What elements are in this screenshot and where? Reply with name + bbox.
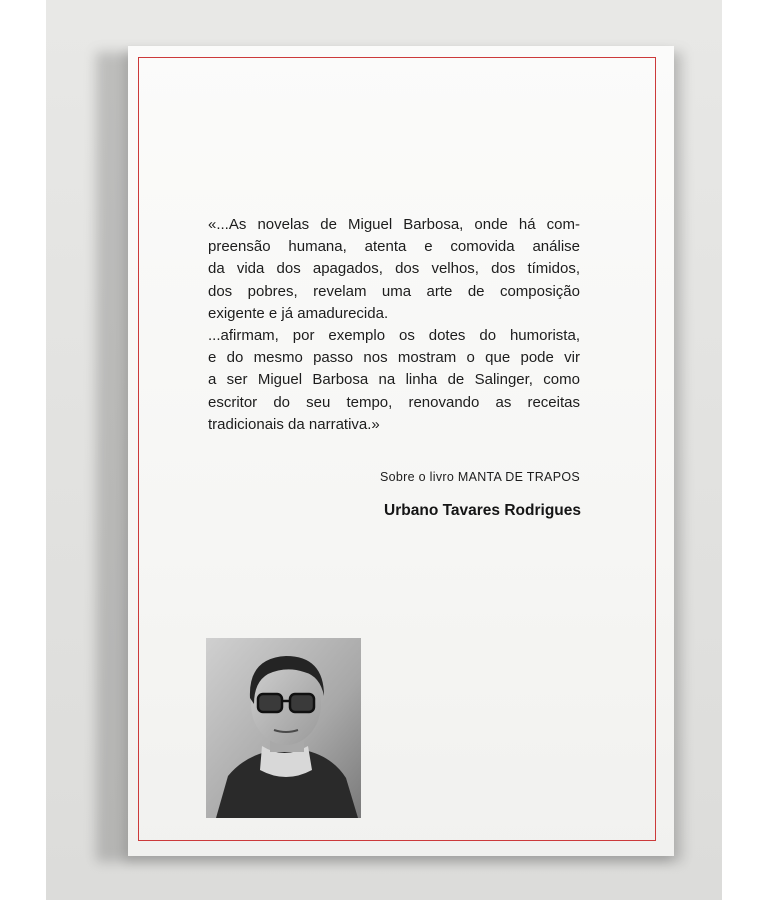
quote-author: Urbano Tavares Rodrigues [384,502,581,519]
quote-line: «...As novelas de Miguel Barbosa, onde há com- [208,216,580,233]
quote-line: dos pobres, revelam uma arte de composição [208,282,580,300]
quote-line: da vida dos apagados, dos velhos, dos tímidos, [208,260,580,278]
quote-line: escritor do seu tempo, renovando as receitas [208,393,580,411]
quote-line: tradicionais da narrativa.» [208,415,380,433]
quote-line: a ser Miguel Barbosa na linha de Salinger, como [208,371,580,389]
portrait-illustration [206,638,361,818]
quote-source: Sobre o livro MANTA DE TRAPOS [380,470,580,484]
quote-line: e do mesmo passo nos mostram o que pode vir [208,349,580,367]
book-back-cover [128,46,674,856]
quote-line: exigente e já amadurecida. [208,304,389,322]
quote-line: ...afirmam, por exemplo os dotes do humorista, [208,327,580,345]
author-portrait-photo [206,638,361,818]
review-quote [208,214,580,436]
quote-line: preensão humana, atenta e comovida análise [208,238,580,256]
